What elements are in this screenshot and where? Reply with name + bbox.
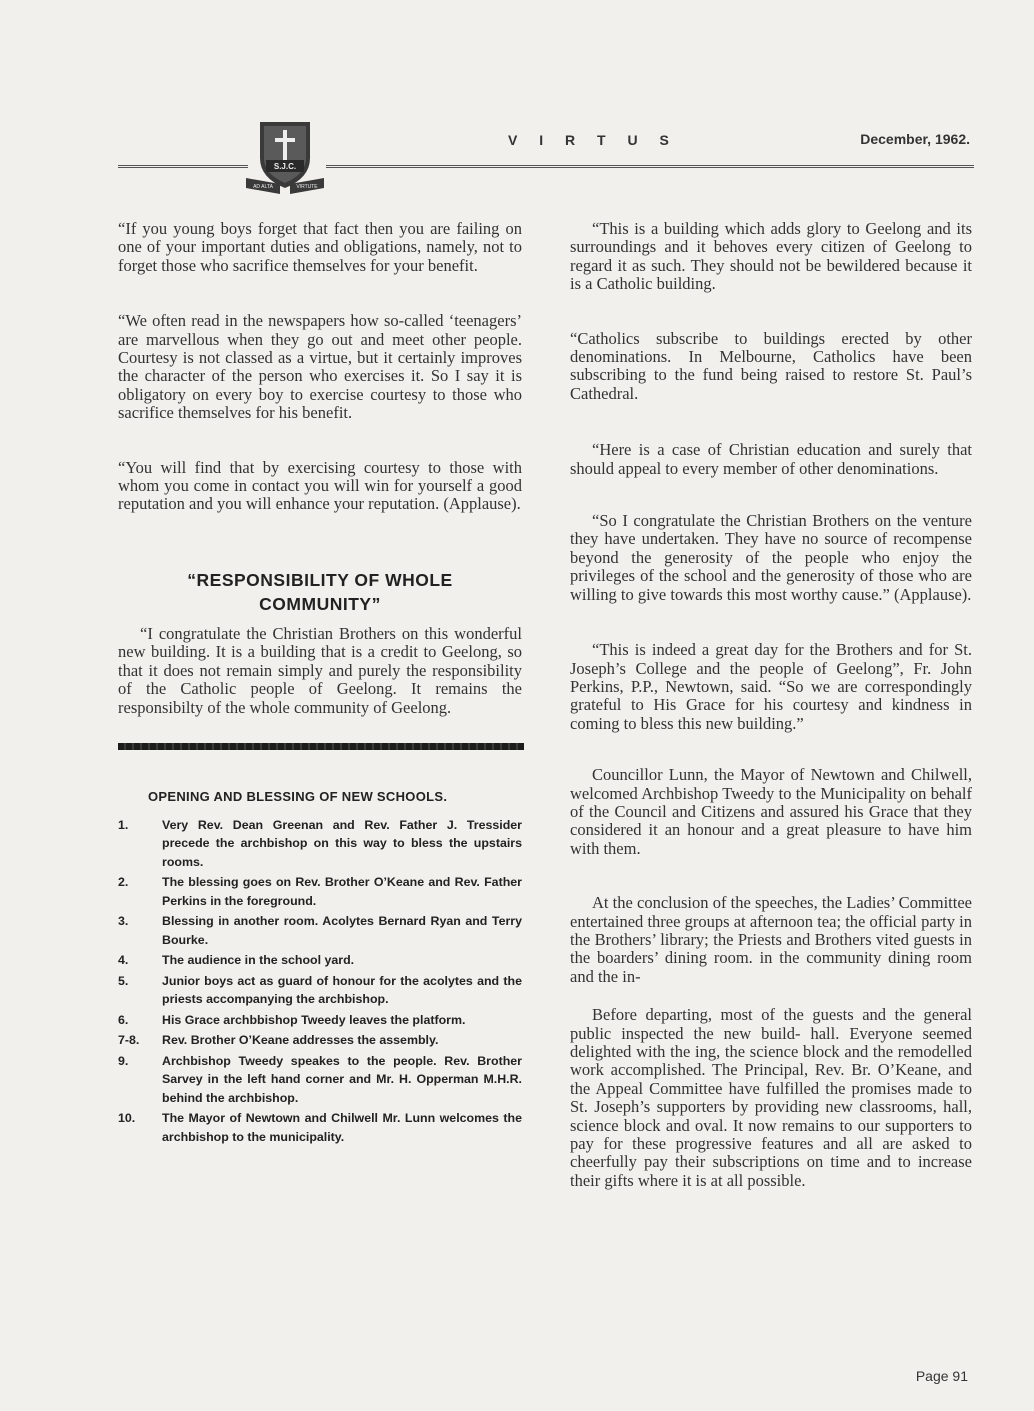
paragraph: Councillor Lunn, the Mayor of Newtown and Chilwell, welcomed Archbishop Tweedy to the Municipality on behalf of the Council and Citizens and assured his Grace that they considered it an honour and a great pleasure to have him with them. [570, 765, 972, 858]
paragraph: “We often read in the newspapers how so-called ‘teenagers’ are marvellous when they go out and meet other people. Courtesy is not classed as a virtue, but it certainly improves the character of the person who exercises it. So I say it is obligatory on every boy to exercise courtesy to those who sacrifice themselves for his benefit. [118, 311, 522, 423]
caption-item [118, 1011, 522, 1030]
caption-text: The blessing goes on Rev. Brother O’Keane and Rev. Father Perkins in the foreground. [162, 875, 522, 908]
page-number: Page 91 [915, 1368, 968, 1384]
svg-text:AD ALTA: AD ALTA [253, 184, 273, 190]
caption-number: 9. [118, 1053, 129, 1068]
paragraph: At the conclusion of the speeches, the Ladies’ Committee entertained three groups at afternoon tea; the official party in the Brothers’ library; the Priests and Brothers vited guests in the boarders’ dining room. in the community dining room and the in- [570, 893, 972, 986]
caption-item [118, 873, 522, 910]
caption-text: Junior boys act as guard of honour for the acolytes and the priests accompanying the archbishop. [162, 973, 522, 1007]
caption-text: Very Rev. Dean Greenan and Rev. Father J. Tressider precede the archbishop on this way to bless the upstairs rooms. [162, 817, 522, 869]
photo-captions-list [118, 816, 522, 1147]
paragraph: Before departing, most of the guests and the general public inspected the new build- hall. Everyone seemed delighted with the ing, the science block and the remodelled work accomplished. The Principal, Rev. Br. O’Keane, and the Appeal Committee have fulfilled the promises made to St. Joseph’s supporters by providing new classrooms, hall, science block and oval. It now remains to our supporters to pay for these progressive features and all are asked to cheerfully pay their subscriptions on time and to increase their gifts where it is at all possible. [570, 1005, 972, 1190]
caption-number: 10. [118, 1111, 136, 1126]
caption-number: 3. [118, 914, 129, 929]
paragraph: “Here is a case of Christian education and surely that should appeal to every member of other denominations. [570, 440, 972, 478]
header-rule-left [118, 165, 248, 168]
magazine-title: V I R T U S [508, 132, 678, 148]
school-crest-logo [244, 118, 326, 196]
paragraph: “This is a building which adds glory to Geelong and its surroundings and it behoves every citizen of Geelong to regard it as such. They should not be bewildered because it is a Catholic building. [570, 219, 972, 294]
svg-text:S.J.C.: S.J.C. [273, 162, 297, 171]
caption-number: 6. [118, 1012, 129, 1027]
right-column [570, 220, 972, 1190]
caption-number: 5. [118, 973, 129, 988]
section-heading-line2: COMMUNITY” [259, 593, 381, 614]
left-column [118, 220, 522, 1148]
paragraph: “You will find that by exercising courtesy to those with whom you come in contact you will win for yourself a good reputation and you will enhance your reputation. (Applause). [118, 457, 522, 514]
caption-text: Blessing in another room. Acolytes Bernard Ryan and Terry Bourke. [162, 914, 522, 947]
caption-text: Rev. Brother O’Keane addresses the assembly. [162, 1033, 439, 1048]
caption-text: His Grace archbbishop Tweedy leaves the platform. [162, 1012, 466, 1027]
paragraph: “If you young boys forget that fact then you are failing on one of your important duties and obligations, namely, not to forget those who sacrifice themselves for your benefit. [118, 219, 522, 275]
svg-text:VIRTUTE: VIRTUTE [296, 184, 318, 190]
section-heading [118, 568, 522, 616]
caption-text: The Mayor of Newtown and Chilwell Mr. Lunn welcomes the archbishop to the municipality. [162, 1111, 522, 1144]
section-heading-line1: “RESPONSIBILITY OF WHOLE [187, 569, 453, 590]
caption-item [118, 972, 522, 1009]
caption-item [118, 951, 522, 970]
caption-item [118, 912, 522, 949]
caption-text: The audience in the school yard. [162, 953, 355, 968]
caption-number: 4. [118, 953, 129, 968]
caption-item [118, 1031, 522, 1050]
caption-item [118, 1109, 522, 1146]
caption-number: 1. [118, 817, 129, 832]
paragraph: “I congratulate the Christian Brothers on this wonderful new building. It is a building that is a credit to Geelong, so that it does not remain simply and purely the responsibility of the Catholic people of Geelong. It remains the responsibilty of the whole community of Geelong. [118, 623, 522, 717]
caption-text: Archbishop Tweedy speakes to the people. Rev. Brother Sarvey in the left hand corner and Mr. H. Opperman M.H.R. behind the archbishop. [162, 1053, 522, 1105]
captions-heading: OPENING AND BLESSING OF NEW SCHOOLS. [148, 788, 448, 804]
caption-number: 2. [118, 875, 129, 890]
divider-bar [118, 743, 524, 750]
caption-item [118, 816, 522, 872]
paragraph: “This is indeed a great day for the Brothers and for St. Joseph’s College and the people of Geelong”, Fr. John Perkins, P.P., Newtown, said. “So we are correspondingly grateful to His Grace for his courtesy and kindness in coming to bless this new building.” [570, 640, 972, 733]
caption-number: 7-8. [118, 1033, 140, 1048]
header-rule-right [326, 165, 974, 168]
issue-date: December, 1962. [860, 131, 970, 147]
paragraph: “So I congratulate the Christian Brothers on the venture they have undertaken. They have no source of recompense beyond the generosity of the people who enjoy the privileges of the school and the generosity of those who are willing to give towards this most worthy cause.” (Applause). [570, 511, 972, 604]
paragraph: “Catholics subscribe to buildings erected by other denominations. In Melbourne, Catholics have been subscribing to the fund being raised to restore St. Paul’s Cathedral. [570, 328, 972, 403]
caption-item [118, 1052, 522, 1108]
